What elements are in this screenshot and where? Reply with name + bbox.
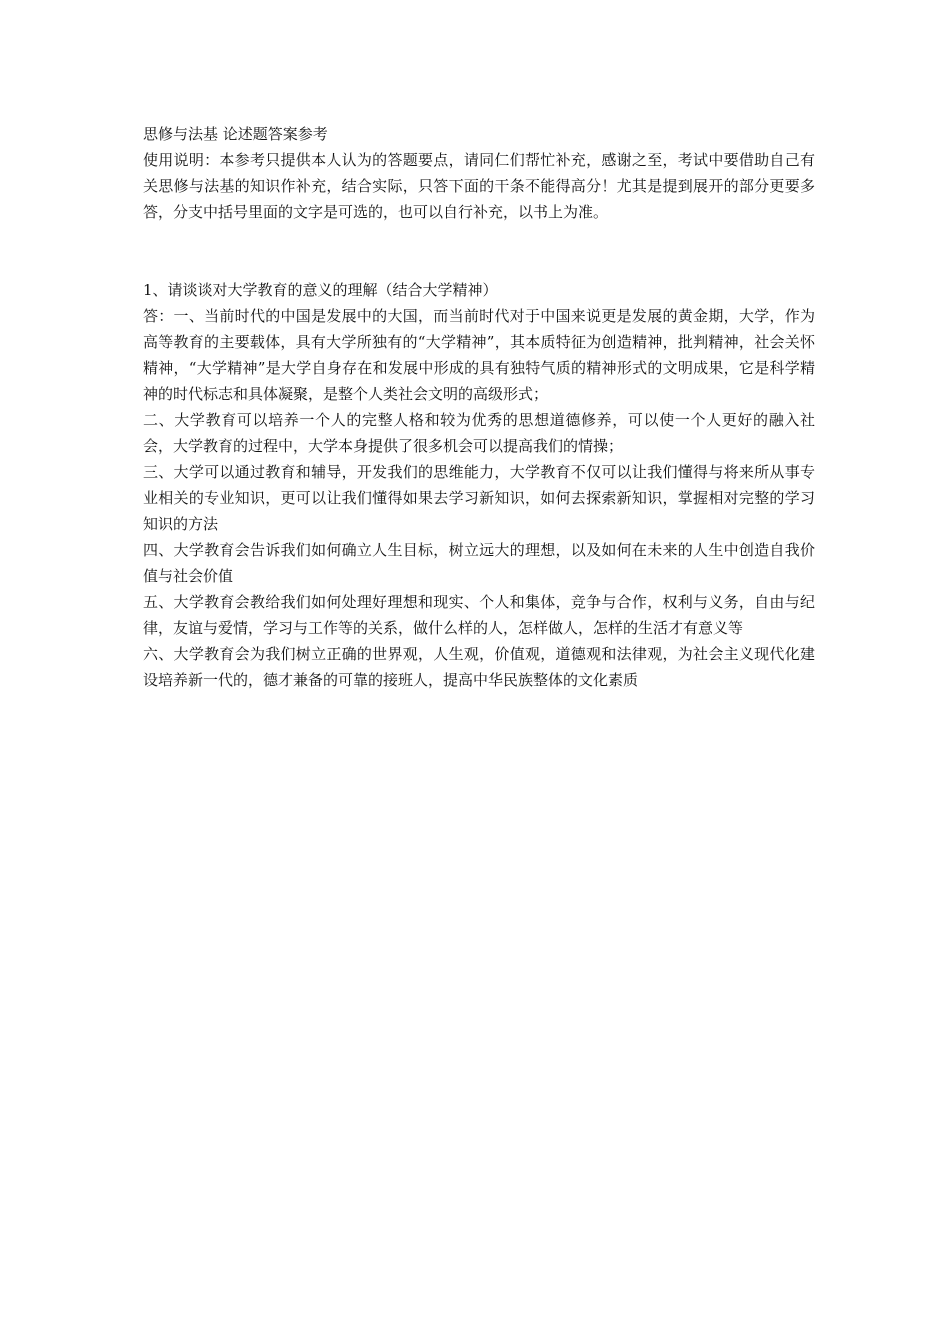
document-title: 思修与法基 论述题答案参考 [143,125,328,143]
answer-point-3: 三、大学可以通过教育和辅导，开发我们的思维能力，大学教育不仅可以让我们懂得与将来所从事专业相关的专业知识，更可以让我们懂得如果去学习新知识，如何去探索新知识，掌握相对完整的学习知识的方法 [143,463,815,533]
usage-note: 使用说明：本参考只提供本人认为的答题要点，请同仁们帮忙补充，感谢之至，考试中要借助自己有关思修与法基的知识作补充，结合实际，只答下面的干条不能得高分！尤其是提到展开的部分更要多答，分支中括号里面的文字是可选的，也可以自行补充，以书上为准。 [143,151,815,221]
answer-point-6: 六、大学教育会为我们树立正确的世界观，人生观，价值观，道德观和法律观，为社会主义现代化建设培养新一代的，德才兼备的可靠的接班人，提高中华民族整体的文化素质 [143,645,815,689]
answer-point-5: 五、大学教育会教给我们如何处理好理想和现实、个人和集体，竞争与合作，权利与义务，自由与纪律，友谊与爱情，学习与工作等的关系，做什么样的人，怎样做人，怎样的生活才有意义等 [143,593,815,637]
answer-point-1: 答：一、当前时代的中国是发展中的大国，而当前时代对于中国来说更是发展的黄金期，大学，作为高等教育的主要载体，具有大学所独有的“大学精神”，其本质特征为创造精神，批判精神，社会关怀精神，“大学精神”是大学自身存在和发展中形成的具有独特气质的精神形式的文明成果，它是科学精神的时代标志和具体凝聚，是整个人类社会文明的高级形式； [143,307,815,403]
question-heading: 1、请谈谈对大学教育的意义的理解（结合大学精神） [143,281,498,299]
document-body [143,121,815,693]
paragraph-spacer [143,225,815,277]
answer-point-2: 二、大学教育可以培养一个人的完整人格和较为优秀的思想道德修养，可以使一个人更好的融入社会，大学教育的过程中，大学本身提供了很多机会可以提高我们的情操； [143,411,815,455]
answer-point-4: 四、大学教育会告诉我们如何确立人生目标，树立远大的理想，以及如何在未来的人生中创造自我价值与社会价值 [143,541,815,585]
